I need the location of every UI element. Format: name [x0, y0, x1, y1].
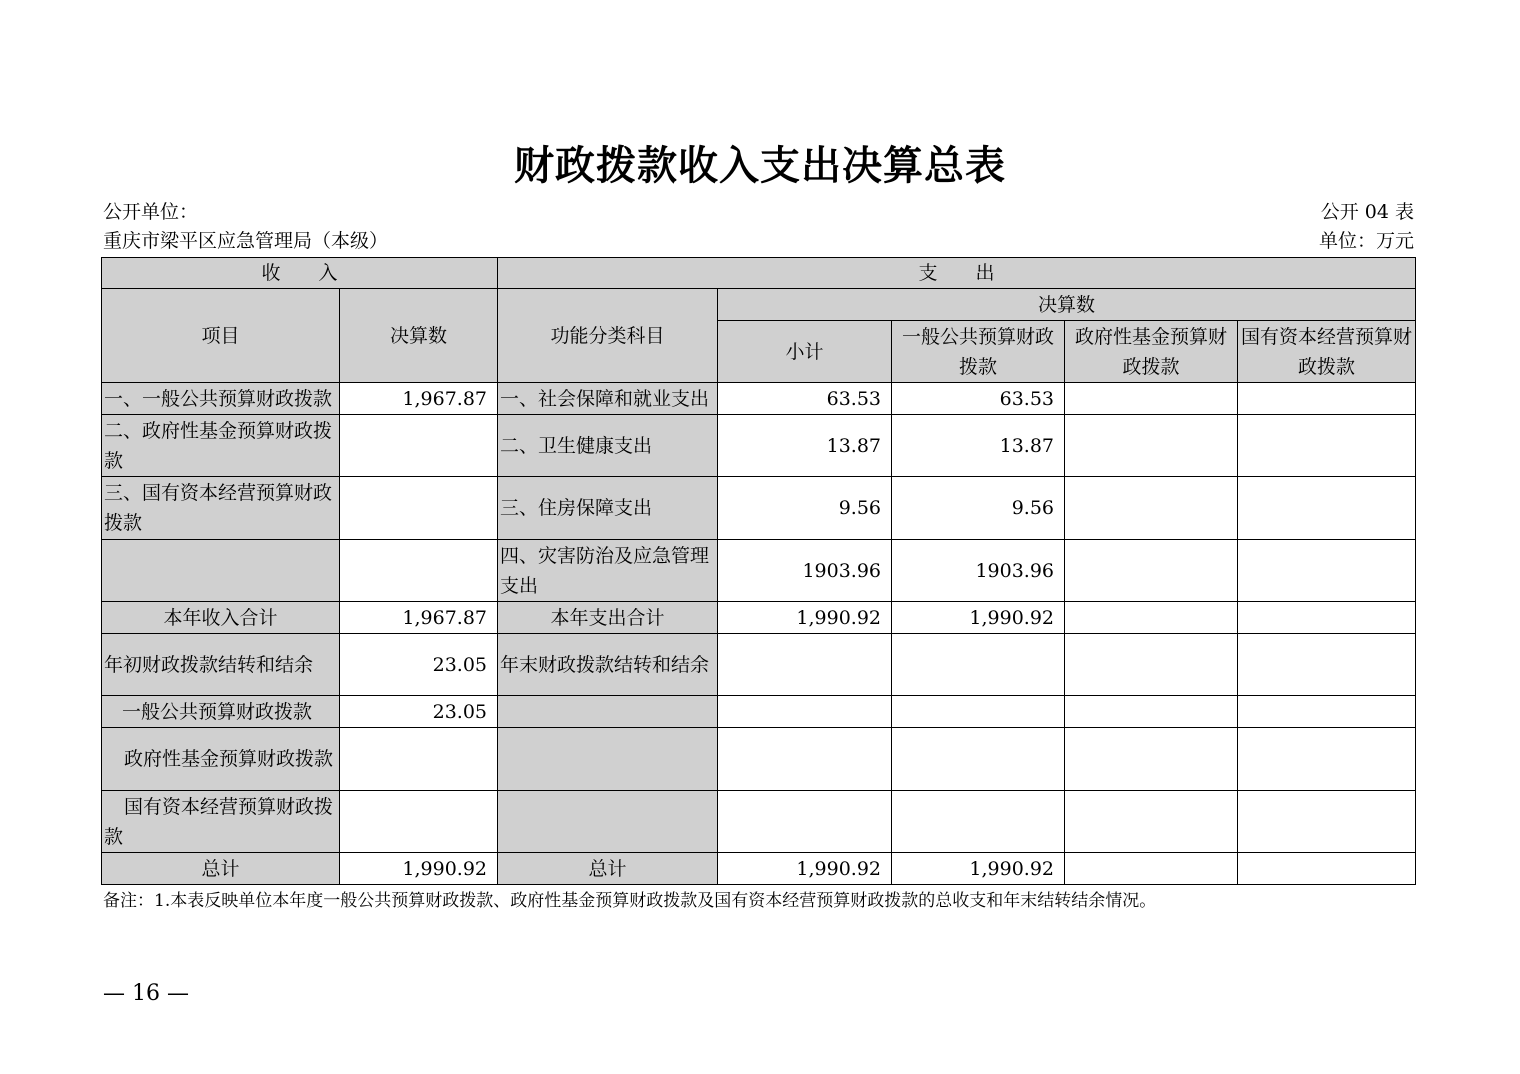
subtotal-cell: 1,990.92 [718, 602, 892, 634]
table-row [102, 540, 1416, 602]
page-title: 财政拨款收入支出决算总表 [514, 142, 1006, 189]
general-cell: 1,990.92 [892, 853, 1065, 885]
func-cell: 四、灾害防治及应急管理支出 [498, 540, 718, 602]
general-cell [892, 696, 1065, 728]
state-cell [1238, 415, 1416, 477]
table-row [102, 728, 1416, 791]
unit-name: 重庆市梁平区应急管理局（本级） [103, 230, 389, 252]
table-row [102, 477, 1416, 540]
table-row [102, 602, 1416, 634]
func-cell: 二、卫生健康支出 [498, 415, 718, 477]
item-cell: 总计 [102, 853, 340, 885]
subtotal-cell [718, 696, 892, 728]
general-cell: 13.87 [892, 415, 1065, 477]
general-cell [892, 728, 1065, 791]
table-row [102, 853, 1416, 885]
page-number: — 16 — [103, 981, 189, 1006]
item-cell: 本年收入合计 [102, 602, 340, 634]
subtotal-header: 小计 [718, 321, 892, 383]
state-cell [1238, 728, 1416, 791]
state-cell [1238, 540, 1416, 602]
gov-fund-cell [1065, 602, 1238, 634]
subtotal-cell: 13.87 [718, 415, 892, 477]
func-cell [498, 696, 718, 728]
state-cell [1238, 634, 1416, 696]
item-cell: 政府性基金预算财政拨款 [102, 728, 340, 791]
gov-fund-cell [1065, 696, 1238, 728]
item-cell: 一、一般公共预算财政拨款 [102, 383, 340, 415]
amount-cell: 1,967.87 [340, 383, 498, 415]
func-cell [498, 728, 718, 791]
func-cell: 一、社会保障和就业支出 [498, 383, 718, 415]
item-cell [102, 540, 340, 602]
general-cell [892, 791, 1065, 853]
amount-cell [340, 791, 498, 853]
item-cell: 国有资本经营预算财政拨款 [102, 791, 340, 853]
func-cell: 年末财政拨款结转和结余 [498, 634, 718, 696]
gov-fund-header: 政府性基金预算财政拨款 [1065, 321, 1238, 383]
func-cell: 总计 [498, 853, 718, 885]
unit-label: 公开单位： [103, 201, 199, 223]
amount-cell [340, 728, 498, 791]
state-cell [1238, 383, 1416, 415]
func-cell [498, 791, 718, 853]
final-amount-header: 决算数 [718, 289, 1416, 321]
general-cell: 9.56 [892, 477, 1065, 540]
publishing-unit [103, 198, 503, 256]
general-cell [892, 634, 1065, 696]
general-cell: 63.53 [892, 383, 1065, 415]
gov-fund-cell [1065, 728, 1238, 791]
table-row [102, 696, 1416, 728]
func-category-header: 功能分类科目 [498, 289, 718, 383]
item-cell: 一般公共预算财政拨款 [102, 696, 340, 728]
amount-cell: 1,990.92 [340, 853, 498, 885]
subtotal-cell [718, 728, 892, 791]
subtotal-cell [718, 791, 892, 853]
state-cell [1238, 853, 1416, 885]
amount-cell [340, 477, 498, 540]
subtotal-cell: 63.53 [718, 383, 892, 415]
item-cell: 三、国有资本经营预算财政拨款 [102, 477, 340, 540]
table-row [102, 415, 1416, 477]
gov-fund-cell [1065, 791, 1238, 853]
state-cell [1238, 477, 1416, 540]
general-cell: 1903.96 [892, 540, 1065, 602]
table-row [102, 634, 1416, 696]
table-row [102, 791, 1416, 853]
subtotal-cell [718, 634, 892, 696]
budget-table [101, 257, 1416, 885]
gov-fund-cell [1065, 477, 1238, 540]
amount-cell [340, 540, 498, 602]
table-row [102, 383, 1416, 415]
state-cell [1238, 696, 1416, 728]
amount-cell: 23.05 [340, 634, 498, 696]
item-header: 项目 [102, 289, 340, 383]
gov-fund-cell [1065, 383, 1238, 415]
income-amount-header: 决算数 [340, 289, 498, 383]
state-capital-header: 国有资本经营预算财政拨款 [1238, 321, 1416, 383]
amount-cell [340, 415, 498, 477]
general-cell: 1,990.92 [892, 602, 1065, 634]
gov-fund-cell [1065, 853, 1238, 885]
func-cell: 本年支出合计 [498, 602, 718, 634]
subtotal-cell: 1,990.92 [718, 853, 892, 885]
func-cell: 三、住房保障支出 [498, 477, 718, 540]
state-cell [1238, 602, 1416, 634]
expenditure-header: 支 出 [498, 258, 1416, 289]
subtotal-cell: 9.56 [718, 477, 892, 540]
item-cell: 年初财政拨款结转和结余 [102, 634, 340, 696]
item-cell: 二、政府性基金预算财政拨款 [102, 415, 340, 477]
amount-cell: 1,967.87 [340, 602, 498, 634]
gov-fund-cell [1065, 634, 1238, 696]
table-note: 备注：1.本表反映单位本年度一般公共预算财政拨款、政府性基金预算财政拨款及国有资本经营预算财政拨款的总收支和年末结转结余情况。 [103, 891, 1157, 911]
general-budget-header: 一般公共预算财政拨款 [892, 321, 1065, 383]
subtotal-cell: 1903.96 [718, 540, 892, 602]
table-number: 公开 04 表 [1320, 201, 1414, 223]
gov-fund-cell [1065, 415, 1238, 477]
amount-cell: 23.05 [340, 696, 498, 728]
gov-fund-cell [1065, 540, 1238, 602]
state-cell [1238, 791, 1416, 853]
income-header: 收 入 [102, 258, 498, 289]
currency-unit: 单位：万元 [1318, 230, 1414, 252]
